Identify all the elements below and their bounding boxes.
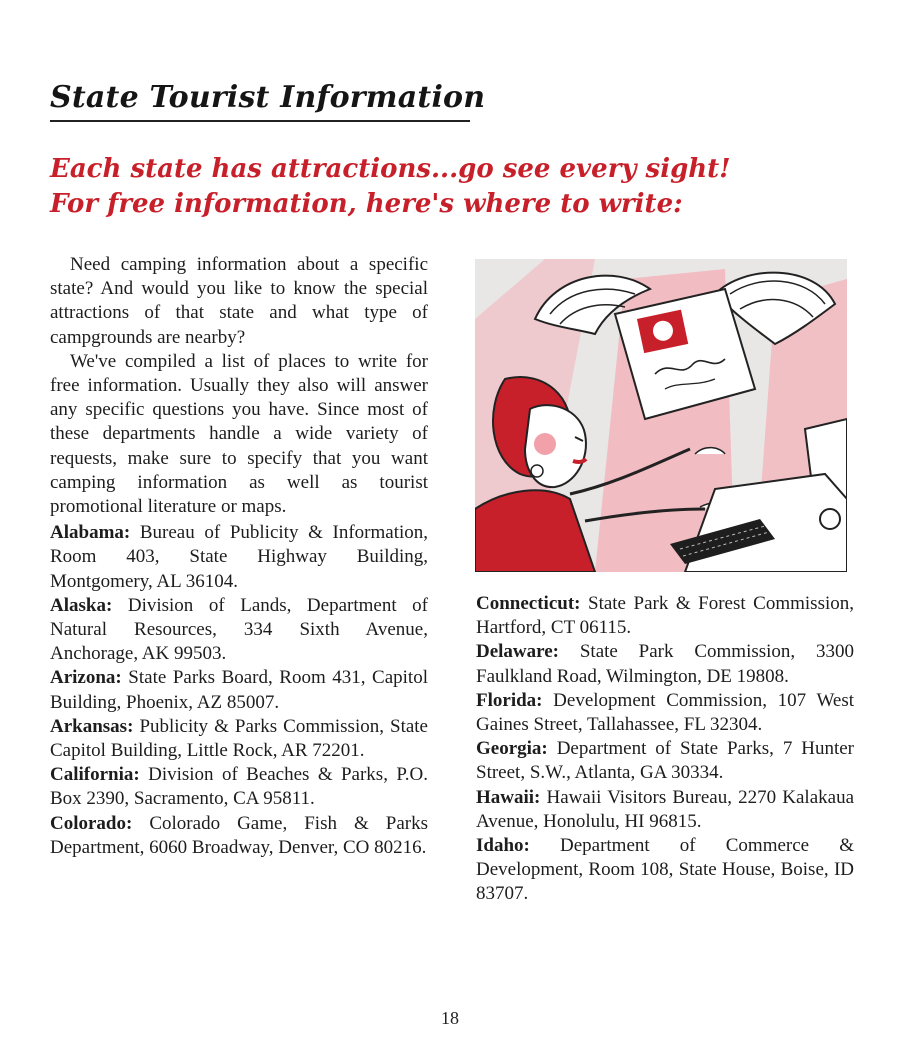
woman-typing-winged-letter-illustration [475, 259, 847, 572]
right-column [476, 592, 854, 907]
left-column [50, 253, 428, 860]
state-entry-florida [476, 689, 854, 737]
state-name: Hawaii: [476, 786, 541, 808]
state-entry-arizona [50, 666, 428, 714]
state-entry-alaska [50, 594, 428, 667]
state-address: State Park & Forest Commission, Hartford, CT 06115. [476, 593, 854, 639]
state-entry-california [50, 763, 428, 811]
state-address: Hawaii Visitors Bureau, 2270 Kalakaua Avenue, Honolulu, HI 96815. [476, 786, 854, 832]
title-underline [50, 120, 470, 122]
state-address: Bureau of Publicity & Information, Room 403, State Highway Building, Montgomery, AL 36104. [50, 522, 429, 592]
page-title: State Tourist Information [50, 80, 486, 115]
state-address: Department of Commerce & Development, Room 108, State House, Boise, ID 83707. [476, 835, 854, 905]
state-name: Delaware: [476, 641, 560, 663]
intro-paragraph-1: Need camping information about a specific state? And would you like to know the special attractions of that state and what type of campgrounds are nearby? [50, 254, 428, 348]
state-entry-colorado [50, 812, 428, 860]
state-address: Colorado Game, Fish & Parks Department, 6060 Broadway, Denver, CO 80216. [50, 812, 429, 858]
state-entry-connecticut [476, 592, 854, 640]
headline-line-1: Each state has attractions...go see every sight! [50, 154, 731, 184]
headline-line-2: For free information, here's where to write: [50, 189, 683, 219]
state-name: Alabama: [50, 522, 131, 544]
state-entry-arkansas [50, 715, 428, 763]
state-name: Colorado: [50, 812, 133, 834]
state-entry-alabama [50, 521, 428, 594]
state-entry-delaware [476, 640, 854, 688]
state-address: Publicity & Parks Commission, State Capitol Building, Little Rock, AR 72201. [50, 715, 428, 762]
state-entry-georgia [476, 737, 854, 785]
state-address: Development Commission, 107 West Gaines Street, Tallahassee, FL 32304. [476, 689, 855, 736]
state-address: State Parks Board, Room 431, Capitol Building, Phoenix, AZ 85007. [50, 667, 428, 713]
state-name: Georgia: [476, 738, 548, 760]
state-name: Alaska: [50, 594, 113, 616]
intro-text [50, 253, 428, 519]
state-name: Arizona: [50, 667, 122, 689]
state-name: Connecticut: [476, 593, 581, 614]
state-name: California: [50, 764, 140, 786]
state-entry-hawaii [476, 786, 854, 834]
state-name: Arkansas: [50, 715, 134, 737]
state-name: Idaho: [476, 835, 530, 857]
state-address: Division of Beaches & Parks, P.O. Box 2390, Sacramento, CA 95811. [50, 764, 429, 810]
intro-paragraph-2: We've compiled a list of places to write for free information. Usually they also will answer any specific questions you have. Since most of these departments handle a wide variety of requests, make sure to specify that you want camping information as well as tourist promotional literature or maps. [50, 350, 428, 518]
headline [50, 152, 870, 222]
state-address: State Park Commission, 3300 Faulkland Road, Wilmington, DE 19808. [476, 641, 854, 687]
state-address: Division of Lands, Department of Natural Resources, 334 Sixth Avenue, Anchorage, AK 99503. [50, 594, 428, 665]
page-number: 18 [441, 1008, 459, 1028]
state-name: Florida: [476, 689, 543, 711]
state-address: Department of State Parks, 7 Hunter Street, S.W., Atlanta, GA 30334. [476, 738, 855, 784]
state-entry-idaho [476, 834, 854, 907]
